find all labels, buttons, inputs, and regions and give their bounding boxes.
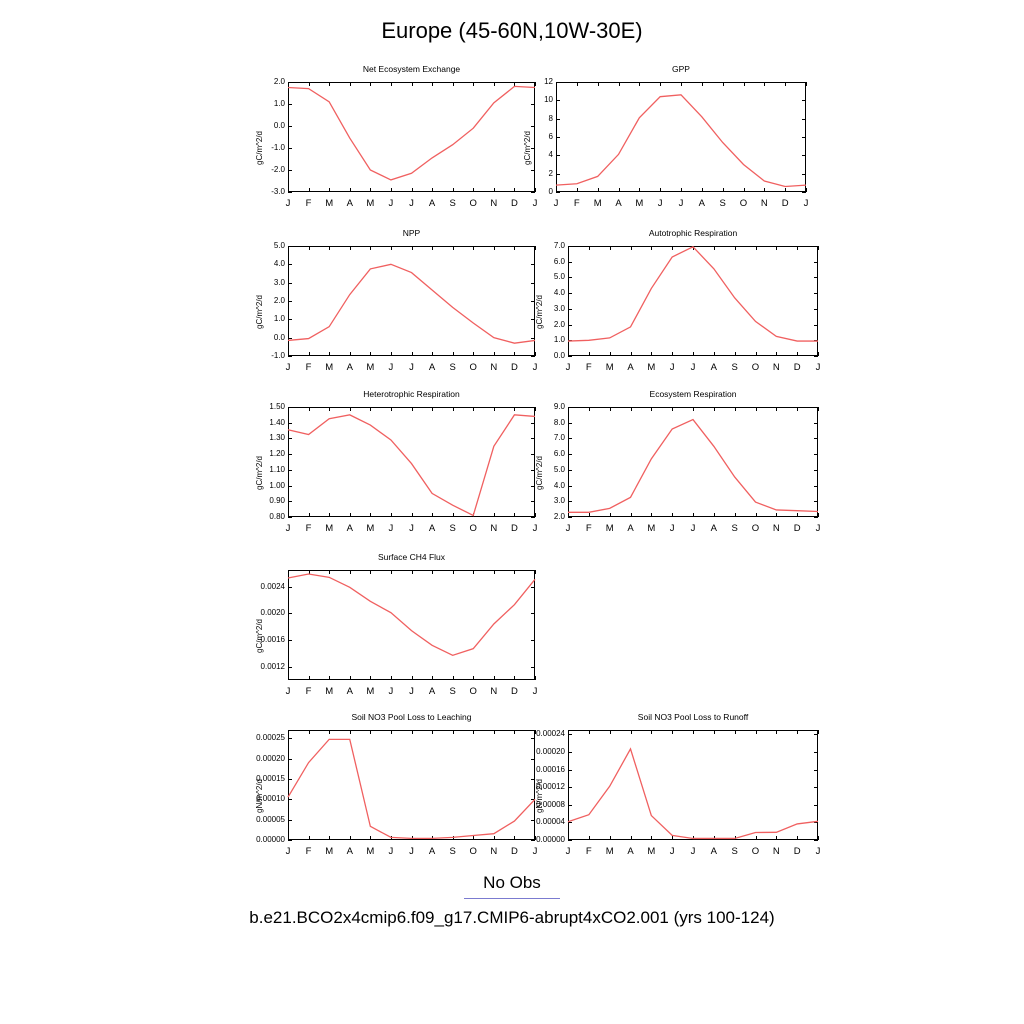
- y-tick-label: 0.00000: [256, 835, 285, 844]
- y-tick-label: 0.0: [273, 332, 285, 342]
- series-layer-gpp: [528, 64, 814, 222]
- x-tick-label: N: [490, 362, 498, 373]
- x-tick-label: N: [772, 523, 780, 534]
- y-tick-label: 0.0012: [260, 661, 285, 671]
- chart-title-ch4flux: Surface CH4 Flux: [377, 552, 446, 562]
- series-layer-npp: [248, 228, 543, 386]
- y-tick-label: 3.0: [553, 303, 565, 313]
- y-tick-label: 0.00015: [256, 773, 285, 783]
- x-tick-label: F: [305, 198, 312, 209]
- x-tick-label: J: [285, 686, 291, 697]
- x-tick-label: J: [669, 523, 675, 534]
- x-tick-label: D: [781, 198, 789, 209]
- x-tick-label: F: [305, 523, 312, 534]
- x-tick-label: J: [388, 362, 394, 373]
- x-tick-label: A: [346, 198, 353, 209]
- x-tick-label: N: [760, 198, 768, 209]
- y-tick-label: 1.20: [269, 449, 285, 459]
- x-tick-label: A: [710, 362, 717, 373]
- x-tick-label: M: [325, 846, 334, 857]
- y-tick-label: 2.0: [553, 319, 565, 329]
- x-tick-label: J: [669, 846, 675, 857]
- x-tick-label: J: [388, 846, 394, 857]
- legend-obs-label: No Obs: [483, 873, 541, 892]
- x-tick-label: J: [532, 686, 538, 697]
- series-line: [568, 247, 818, 341]
- x-tick-label: M: [647, 523, 656, 534]
- y-axis-label-autoresp: gC/m^2/d: [535, 295, 544, 329]
- x-tick-label: O: [469, 846, 477, 857]
- x-tick-label: F: [585, 846, 592, 857]
- chart-panel-no3runoff: [528, 712, 826, 870]
- x-tick-label: J: [815, 523, 821, 534]
- x-tick-label: O: [469, 198, 477, 209]
- x-tick-label: M: [325, 362, 334, 373]
- x-tick-label: N: [772, 846, 780, 857]
- x-tick-label: A: [698, 198, 705, 209]
- x-tick-label: S: [449, 846, 456, 857]
- y-tick-label: 6.0: [553, 449, 565, 459]
- series-line: [288, 739, 535, 838]
- series-layer-no3leach: [248, 712, 543, 870]
- x-tick-label: J: [690, 523, 696, 534]
- x-tick-label: O: [469, 523, 477, 534]
- series-layer-ch4flux: [248, 552, 543, 710]
- y-tick-label: -3.0: [271, 187, 285, 196]
- x-tick-label: M: [366, 686, 375, 697]
- y-tick-label: 7.0: [553, 433, 565, 443]
- series-line: [568, 749, 818, 839]
- y-axis-label-ecosysresp: gC/m^2/d: [535, 456, 544, 490]
- y-tick-label: 7.0: [553, 241, 565, 250]
- y-tick-label: 0.00000: [536, 835, 565, 844]
- page-title: Europe (45-60N,10W-30E): [381, 18, 643, 43]
- legend-model-label: b.e21.BCO2x4cmip6.f09_g17.CMIP6-abrupt4xCO2.001 (yrs 100-124): [249, 908, 775, 927]
- x-tick-label: M: [647, 846, 656, 857]
- x-tick-label: O: [469, 686, 477, 697]
- y-tick-label: 5.0: [553, 272, 565, 282]
- x-tick-label: M: [647, 362, 656, 373]
- x-tick-label: J: [565, 523, 571, 534]
- x-tick-label: F: [585, 523, 592, 534]
- x-tick-label: O: [751, 523, 760, 534]
- chart-panel-ecosysresp: [528, 389, 826, 547]
- x-tick-label: A: [627, 523, 634, 534]
- x-tick-label: M: [605, 362, 614, 373]
- y-tick-label: 0.80: [269, 512, 285, 521]
- y-tick-label: -1.0: [271, 351, 285, 360]
- chart-panel-nee: [248, 64, 543, 222]
- x-tick-label: A: [346, 846, 353, 857]
- x-tick-label: D: [510, 362, 518, 373]
- x-tick-label: J: [690, 362, 696, 373]
- y-axis-label-npp: gC/m^2/d: [255, 295, 264, 329]
- x-tick-label: A: [428, 523, 436, 534]
- y-tick-label: 1.40: [269, 417, 285, 427]
- x-tick-label: M: [325, 523, 334, 534]
- x-tick-label: S: [449, 362, 456, 373]
- y-tick-label: 4.0: [553, 288, 565, 298]
- y-axis-label-no3leach: gN/m^2/d: [255, 779, 264, 813]
- chart-panel-no3leach: [248, 712, 543, 870]
- y-tick-label: 0.90: [269, 496, 285, 506]
- y-tick-label: 1.30: [269, 433, 285, 443]
- y-axis-label-heteroresp: gC/m^2/d: [255, 456, 264, 490]
- y-tick-label: 5.0: [273, 241, 285, 250]
- x-tick-label: S: [719, 198, 726, 209]
- y-tick-label: 0.00005: [256, 814, 285, 824]
- chart-title-ecosysresp: Ecosystem Respiration: [649, 389, 737, 399]
- y-axis-label-no3runoff: gN/m^2/d: [535, 779, 544, 813]
- y-tick-label: 1.10: [269, 464, 285, 474]
- y-tick-label: 3.0: [273, 277, 285, 287]
- y-tick-label: 4: [548, 150, 553, 160]
- y-tick-label: 12: [544, 77, 553, 86]
- x-tick-label: A: [627, 362, 634, 373]
- x-tick-label: O: [751, 846, 760, 857]
- chart-panel-heteroresp: [248, 389, 543, 547]
- chart-panel-ch4flux: [248, 552, 543, 710]
- y-tick-label: 5.0: [553, 464, 565, 474]
- series-layer-ecosysresp: [528, 389, 826, 547]
- x-tick-label: S: [731, 523, 738, 534]
- x-tick-label: M: [593, 198, 602, 209]
- x-tick-label: S: [449, 686, 456, 697]
- x-tick-label: J: [409, 686, 414, 697]
- y-tick-label: 0.00016: [536, 764, 565, 774]
- x-tick-label: J: [565, 846, 571, 857]
- x-tick-label: J: [285, 523, 291, 534]
- y-tick-label: 0.0024: [260, 581, 285, 591]
- series-line: [288, 86, 535, 179]
- x-tick-label: N: [490, 198, 498, 209]
- y-tick-label: 2.0: [273, 77, 285, 86]
- x-tick-label: J: [388, 686, 394, 697]
- chart-panel-npp: [248, 228, 543, 386]
- x-tick-label: O: [469, 362, 477, 373]
- x-tick-label: M: [605, 846, 614, 857]
- y-tick-label: 4.0: [273, 259, 285, 269]
- y-tick-label: -1.0: [271, 143, 285, 152]
- x-tick-label: M: [366, 362, 375, 373]
- chart-title-npp: NPP: [402, 228, 421, 238]
- y-tick-label: 0.00024: [536, 729, 565, 739]
- x-tick-label: N: [490, 846, 498, 857]
- chart-title-gpp: GPP: [672, 64, 690, 74]
- x-tick-label: J: [388, 198, 394, 209]
- chart-title-no3leach: Soil NO3 Pool Loss to Leaching: [351, 712, 472, 722]
- chart-title-heteroresp: Heterotrophic Respiration: [363, 389, 460, 399]
- x-tick-label: F: [305, 362, 312, 373]
- series-layer-autoresp: [528, 228, 826, 386]
- y-tick-label: 0.00012: [536, 782, 565, 792]
- x-tick-label: A: [346, 362, 353, 373]
- x-tick-label: F: [305, 686, 312, 697]
- legend-obs-swatch: [464, 898, 560, 899]
- y-tick-label: 0.0016: [260, 635, 285, 644]
- y-tick-label: 1.0: [273, 314, 285, 324]
- x-tick-label: J: [657, 198, 663, 209]
- x-tick-label: J: [532, 198, 538, 209]
- x-tick-label: A: [615, 198, 622, 209]
- x-tick-label: J: [409, 523, 414, 534]
- x-tick-label: J: [815, 846, 821, 857]
- y-tick-label: 8: [548, 113, 553, 123]
- x-tick-label: A: [346, 523, 353, 534]
- x-tick-label: A: [428, 846, 436, 857]
- series-line: [288, 264, 535, 343]
- x-tick-label: J: [409, 362, 414, 373]
- y-tick-label: 2: [548, 168, 553, 178]
- y-tick-label: 0.00004: [536, 817, 565, 827]
- x-tick-label: A: [428, 362, 436, 373]
- y-tick-label: 1.0: [553, 335, 565, 345]
- x-tick-label: A: [428, 198, 436, 209]
- y-tick-label: 6: [548, 132, 553, 141]
- x-tick-label: J: [532, 523, 538, 534]
- x-tick-label: D: [510, 686, 518, 697]
- y-axis-label-ch4flux: gC/m^2/d: [255, 619, 264, 653]
- chart-title-no3runoff: Soil NO3 Pool Loss to Runoff: [637, 712, 749, 722]
- chart-panel-gpp: [523, 64, 814, 222]
- x-tick-label: M: [366, 846, 375, 857]
- y-tick-label: 0.00010: [256, 794, 285, 804]
- y-tick-label: 4.0: [553, 480, 565, 490]
- x-tick-label: A: [428, 686, 436, 697]
- x-tick-label: M: [325, 686, 334, 697]
- x-tick-label: O: [751, 362, 760, 373]
- x-tick-label: S: [731, 846, 738, 857]
- x-tick-label: J: [409, 846, 414, 857]
- x-tick-label: M: [605, 523, 614, 534]
- x-tick-label: J: [803, 198, 809, 209]
- y-tick-label: -2.0: [271, 165, 285, 174]
- x-tick-label: J: [532, 846, 538, 857]
- y-tick-label: 1.00: [269, 480, 285, 490]
- series-layer-nee: [248, 64, 543, 222]
- x-tick-label: J: [388, 523, 394, 534]
- x-tick-label: M: [325, 198, 334, 209]
- x-tick-label: A: [346, 686, 353, 697]
- chart-title-nee: Net Ecosystem Exchange: [362, 64, 461, 74]
- x-tick-label: J: [409, 198, 414, 209]
- legend: [0, 872, 1024, 901]
- x-tick-label: D: [793, 523, 801, 534]
- x-tick-label: S: [449, 523, 456, 534]
- x-tick-label: M: [366, 198, 375, 209]
- y-axis-label-gpp: gC/m^2/d: [523, 131, 532, 165]
- x-tick-label: M: [635, 198, 644, 209]
- x-tick-label: D: [793, 846, 801, 857]
- x-tick-label: A: [627, 846, 634, 857]
- chart-title-autoresp: Autotrophic Respiration: [648, 228, 738, 238]
- y-tick-label: 0.0020: [260, 608, 285, 618]
- y-tick-label: 0.0: [273, 121, 285, 130]
- x-tick-label: N: [490, 523, 498, 534]
- y-tick-label: 3.0: [553, 496, 565, 506]
- y-tick-label: 1.50: [269, 402, 285, 411]
- x-tick-label: N: [490, 686, 498, 697]
- y-tick-label: 2.0: [553, 512, 565, 521]
- x-tick-label: J: [815, 362, 821, 373]
- y-tick-label: 0: [548, 187, 553, 196]
- x-tick-label: A: [710, 846, 717, 857]
- x-tick-label: S: [731, 362, 738, 373]
- x-tick-label: D: [510, 198, 518, 209]
- series-layer-heteroresp: [248, 389, 543, 547]
- y-tick-label: 0.00020: [536, 747, 565, 756]
- x-tick-label: J: [285, 362, 291, 373]
- y-tick-label: 0.00025: [256, 733, 285, 743]
- x-tick-label: S: [449, 198, 456, 209]
- y-axis-label-nee: gC/m^2/d: [255, 131, 264, 165]
- x-tick-label: D: [793, 362, 801, 373]
- x-tick-label: N: [772, 362, 780, 373]
- series-line: [568, 420, 818, 513]
- y-tick-label: 0.00008: [536, 799, 565, 809]
- x-tick-label: J: [285, 846, 291, 857]
- x-tick-label: F: [305, 846, 312, 857]
- x-tick-label: O: [739, 198, 748, 209]
- y-tick-label: 0.00020: [256, 753, 285, 763]
- chart-panel-autoresp: [528, 228, 826, 386]
- x-tick-label: J: [690, 846, 696, 857]
- x-tick-label: D: [510, 523, 518, 534]
- y-tick-label: 1.0: [273, 99, 285, 108]
- series-line: [556, 95, 806, 187]
- y-tick-label: 2.0: [273, 296, 285, 305]
- y-tick-label: 8.0: [553, 417, 565, 427]
- x-tick-label: J: [532, 362, 538, 373]
- x-tick-label: D: [510, 846, 518, 857]
- series-layer-no3runoff: [528, 712, 826, 870]
- x-tick-label: F: [585, 362, 592, 373]
- y-tick-label: 0.0: [553, 351, 565, 360]
- series-line: [288, 574, 535, 655]
- y-tick-label: 10: [544, 95, 553, 105]
- x-tick-label: J: [678, 198, 684, 209]
- y-tick-label: 9.0: [553, 402, 565, 411]
- x-tick-label: A: [710, 523, 717, 534]
- series-line: [288, 415, 535, 516]
- x-tick-label: J: [553, 198, 559, 209]
- x-tick-label: J: [565, 362, 571, 373]
- x-tick-label: J: [285, 198, 291, 209]
- y-tick-label: 6.0: [553, 256, 565, 266]
- x-tick-label: F: [573, 198, 580, 209]
- x-tick-label: M: [366, 523, 375, 534]
- x-tick-label: J: [669, 362, 675, 373]
